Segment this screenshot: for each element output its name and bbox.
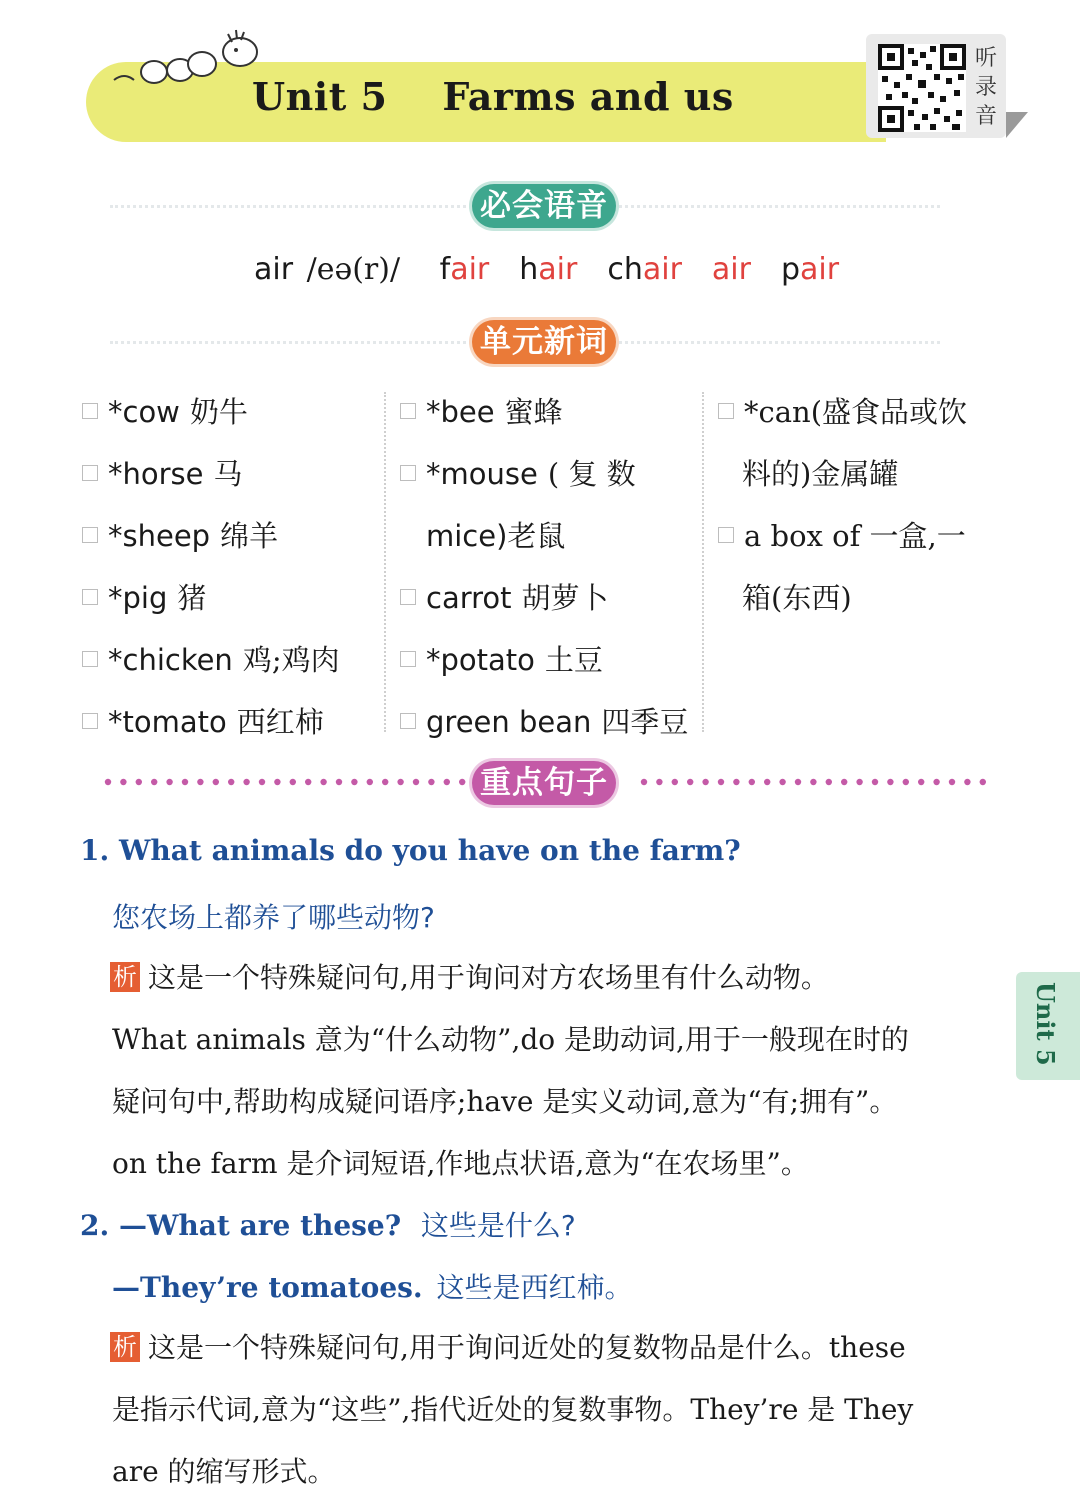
checkbox[interactable] bbox=[82, 651, 98, 667]
vocab-item bbox=[82, 452, 243, 493]
vocab-english: *chicken bbox=[108, 643, 233, 677]
qr-code-icon[interactable] bbox=[878, 44, 966, 132]
vocab-chinese: 绵羊 bbox=[220, 519, 279, 553]
dot bbox=[413, 779, 419, 785]
dot bbox=[779, 779, 785, 785]
checkbox[interactable] bbox=[82, 403, 98, 419]
dot bbox=[749, 779, 755, 785]
dot bbox=[182, 779, 188, 785]
dot bbox=[764, 779, 770, 785]
phonics-word bbox=[712, 252, 751, 287]
question-2-translation: 这些是什么? bbox=[420, 1209, 576, 1242]
vocab-english: *mouse bbox=[426, 457, 538, 491]
analysis-badge: 析 bbox=[110, 962, 140, 992]
checkbox[interactable] bbox=[718, 403, 734, 419]
checkbox[interactable] bbox=[82, 465, 98, 481]
dot bbox=[397, 779, 403, 785]
page-corner-icon bbox=[1006, 112, 1028, 138]
analysis-text: 这是一个特殊疑问句,用于询问对方农场里有什么动物。 bbox=[148, 961, 829, 994]
phonics-word-prefix: p bbox=[780, 252, 801, 287]
phonics-word-highlight: air bbox=[450, 252, 490, 287]
analysis-1-line: 疑问句中,帮助构成疑问语序;have 是实义动词,意为“有;拥有”。 bbox=[112, 1085, 898, 1118]
phonics-word-prefix: h bbox=[519, 252, 539, 287]
dot bbox=[320, 779, 326, 785]
dot bbox=[259, 779, 265, 785]
vocab-english: mice)老鼠 bbox=[426, 519, 566, 553]
vocab-chinese: 奶牛 bbox=[189, 395, 248, 429]
dot bbox=[887, 779, 893, 785]
vocab-text: a box of 一盒,一 bbox=[744, 519, 966, 553]
phonics-word bbox=[519, 252, 577, 287]
vocab-item bbox=[400, 700, 688, 741]
vocab-chinese: 胡萝卜 bbox=[521, 581, 609, 615]
dot bbox=[795, 779, 801, 785]
analysis-1-line: on the farm 是介词短语,作地点状语,意为“在农场里”。 bbox=[112, 1147, 809, 1180]
phonics-line bbox=[254, 252, 839, 287]
vocab-chinese: 蜜蜂 bbox=[504, 395, 563, 429]
vocab-section-title: 单元新词 bbox=[472, 320, 616, 364]
phonics-word-prefix: f bbox=[439, 252, 451, 287]
phonics-key: air bbox=[254, 252, 294, 287]
vocab-text: *can(盛食品或饮 bbox=[744, 395, 968, 429]
vocab-line: 料的)金属罐 bbox=[742, 457, 899, 491]
dot bbox=[687, 779, 693, 785]
dot bbox=[718, 779, 724, 785]
dot bbox=[964, 779, 970, 785]
phonics-word-highlight: air bbox=[642, 252, 682, 287]
question-2 bbox=[80, 1204, 576, 1244]
dot bbox=[305, 779, 311, 785]
dot bbox=[872, 779, 878, 785]
vocab-item bbox=[82, 700, 324, 741]
dot bbox=[702, 779, 708, 785]
vocab-english: *tomato bbox=[108, 705, 227, 739]
vocab-english: *bee bbox=[426, 395, 495, 429]
phonics-word-prefix: ch bbox=[607, 252, 643, 287]
vocab-item-can bbox=[718, 390, 967, 431]
phonics-section-title: 必会语音 bbox=[472, 184, 616, 228]
checkbox[interactable] bbox=[82, 713, 98, 729]
dot bbox=[228, 779, 234, 785]
checkbox[interactable] bbox=[400, 651, 416, 667]
vocab-chinese: ( 复 数 bbox=[547, 457, 636, 491]
vocab-chinese: 土豆 bbox=[544, 643, 603, 677]
vocab-english: carrot bbox=[426, 581, 512, 615]
phonics-word bbox=[781, 252, 839, 287]
vocab-chinese: 猪 bbox=[177, 581, 207, 615]
vocab-english: green bean bbox=[426, 705, 592, 739]
checkbox[interactable] bbox=[718, 527, 734, 543]
dot bbox=[351, 779, 357, 785]
vocab-english: *potato bbox=[426, 643, 535, 677]
vocab-item bbox=[82, 514, 278, 555]
dot bbox=[733, 779, 739, 785]
dot bbox=[428, 779, 434, 785]
phonics-word-highlight: air bbox=[538, 252, 578, 287]
analysis-2-line: are 的缩写形式。 bbox=[112, 1455, 336, 1488]
checkbox[interactable] bbox=[400, 589, 416, 605]
dot bbox=[903, 779, 909, 785]
dot bbox=[290, 779, 296, 785]
phonics-word-highlight: air bbox=[800, 252, 840, 287]
column-divider bbox=[384, 392, 386, 732]
dot bbox=[656, 779, 662, 785]
vocab-item bbox=[426, 514, 575, 555]
column-divider bbox=[702, 392, 704, 732]
dot bbox=[933, 779, 939, 785]
vocab-english: *horse bbox=[108, 457, 204, 491]
vocab-item bbox=[82, 576, 206, 617]
listen-audio-label[interactable]: 听录音 bbox=[974, 46, 997, 129]
dot bbox=[120, 779, 126, 785]
dot bbox=[444, 779, 450, 785]
vocab-chinese: 四季豆 bbox=[601, 705, 689, 739]
vocab-item bbox=[400, 638, 603, 679]
vocab-item-a-box-of bbox=[718, 514, 966, 555]
checkbox[interactable] bbox=[400, 403, 416, 419]
phonics-word bbox=[607, 252, 682, 287]
phonics-word-highlight: air bbox=[711, 252, 751, 287]
vocab-chinese: 马 bbox=[213, 457, 243, 491]
dot bbox=[459, 779, 465, 785]
analysis-badge: 析 bbox=[110, 1332, 140, 1362]
dot bbox=[197, 779, 203, 785]
checkbox[interactable] bbox=[82, 527, 98, 543]
checkbox[interactable] bbox=[400, 465, 416, 481]
question-1: 1. What animals do you have on the farm? bbox=[80, 834, 741, 867]
vocab-item bbox=[82, 638, 340, 679]
dot bbox=[918, 779, 924, 785]
dot bbox=[213, 779, 219, 785]
vocab-item bbox=[400, 452, 636, 493]
dot bbox=[641, 779, 647, 785]
dot bbox=[243, 779, 249, 785]
dot bbox=[336, 779, 342, 785]
unit-title: Unit 5 Farms and us bbox=[252, 74, 734, 119]
checkbox[interactable] bbox=[82, 589, 98, 605]
dot bbox=[367, 779, 373, 785]
checkbox[interactable] bbox=[400, 713, 416, 729]
phonics-ipa: /eə(r)/ bbox=[306, 252, 401, 287]
dot bbox=[136, 779, 142, 785]
vocab-item bbox=[82, 390, 248, 431]
answer-2-text: —They’re tomatoes. bbox=[112, 1271, 423, 1304]
dot bbox=[274, 779, 280, 785]
section-dotted-rule bbox=[104, 778, 472, 786]
dot bbox=[105, 779, 111, 785]
question-2-text: 2. —What are these? bbox=[80, 1209, 402, 1242]
dot bbox=[166, 779, 172, 785]
analysis-1-line: What animals 意为“什么动物”,do 是助动词,用于一般现在时的 bbox=[112, 1023, 909, 1056]
dot bbox=[382, 779, 388, 785]
unit-side-tab-label[interactable]: Unit 5 bbox=[1031, 982, 1060, 1066]
vocab-chinese: 鸡;鸡肉 bbox=[242, 643, 340, 677]
dot bbox=[980, 779, 986, 785]
dot bbox=[949, 779, 955, 785]
vocab-english: *pig bbox=[108, 581, 168, 615]
analysis-2-line bbox=[110, 1326, 906, 1366]
dot bbox=[810, 779, 816, 785]
vocab-item bbox=[400, 576, 609, 617]
dot bbox=[672, 779, 678, 785]
section-dotted-rule bbox=[640, 778, 986, 786]
sentences-section-title: 重点句子 bbox=[472, 761, 616, 805]
dot bbox=[151, 779, 157, 785]
answer-2 bbox=[112, 1266, 632, 1306]
analysis-1-line bbox=[110, 956, 829, 996]
answer-2-translation: 这些是西红柿。 bbox=[436, 1271, 633, 1304]
phonics-word bbox=[440, 252, 490, 287]
question-1-translation: 您农场上都养了哪些动物? bbox=[112, 901, 435, 934]
vocab-item bbox=[400, 390, 563, 431]
dot bbox=[841, 779, 847, 785]
analysis-text: 这是一个特殊疑问句,用于询问近处的复数物品是什么。these bbox=[148, 1331, 906, 1364]
vocab-english: *cow bbox=[108, 395, 180, 429]
vocab-english: *sheep bbox=[108, 519, 211, 553]
dot bbox=[826, 779, 832, 785]
dot bbox=[856, 779, 862, 785]
vocab-chinese: 西红柿 bbox=[236, 705, 324, 739]
vocab-line: 箱(东西) bbox=[742, 581, 852, 615]
analysis-2-line: 是指示代词,意为“这些”,指代近处的复数事物。They’re 是 They bbox=[112, 1393, 914, 1426]
